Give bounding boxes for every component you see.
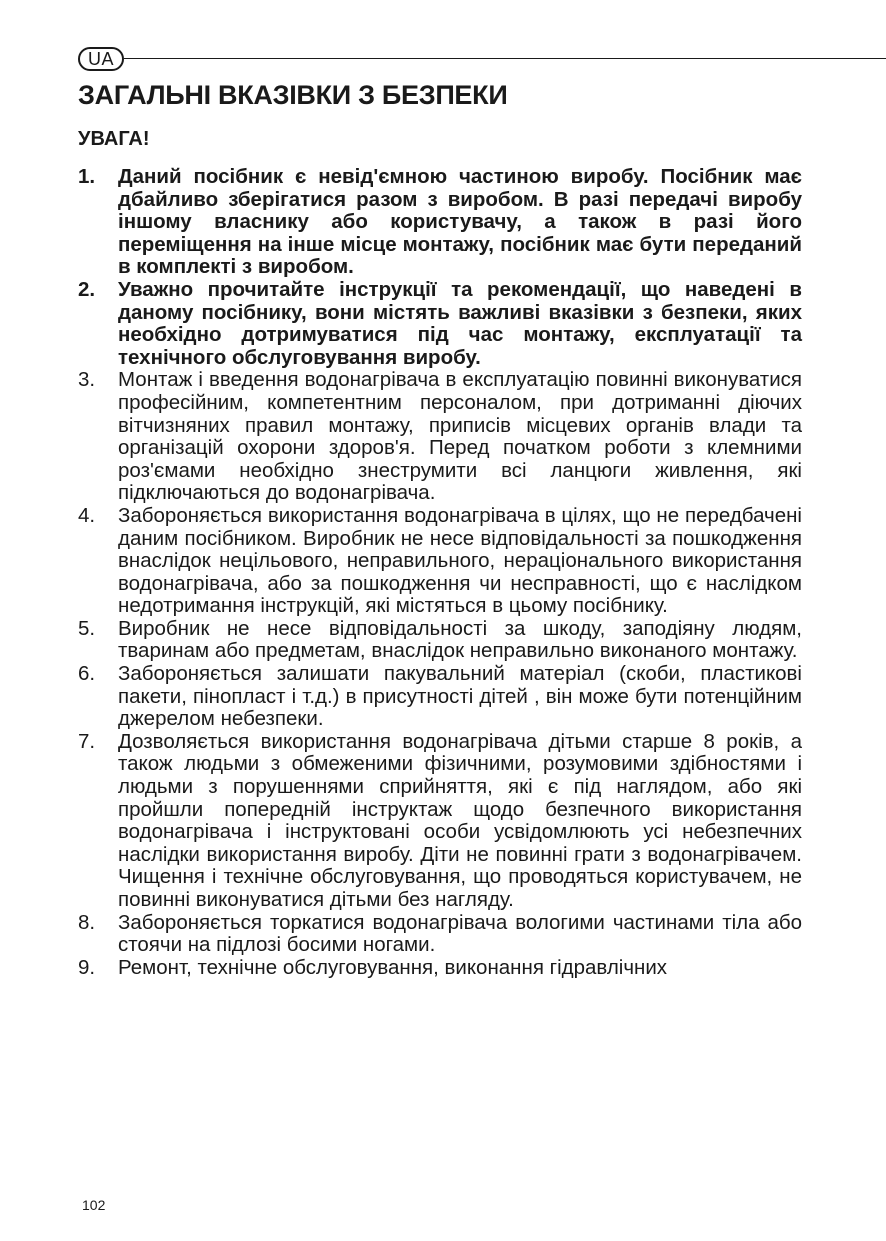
item-number: 6. xyxy=(78,662,96,686)
list-item xyxy=(78,369,802,505)
item-number: 9. xyxy=(78,955,96,979)
list-item xyxy=(78,279,802,369)
list-item xyxy=(78,618,802,663)
page-number: 102 xyxy=(82,1197,106,1213)
page-title: ЗАГАЛЬНІ ВКАЗІВКИ З БЕЗПЕКИ xyxy=(78,80,508,110)
item-number: 3. xyxy=(78,368,96,392)
list-item xyxy=(78,912,802,957)
item-text: Дозволяється використання водонагрівача дітьми старше 8 років, а також людьми з обмеженими фізичними, розумовими здібностями і людьми з порушеннями сприйняття, які є під наглядом, або які пройшли попередній інструктаж щодо безпечного використання водонагрівача і інструктовані особи усвідомлюють усі небезпечних наслідки використання виробу. Діти не повинні грати з водонагрівачем. Чищення і технічне обслуговування, що проводяться користувачем, не повинні виконуватися дітьми без нагляду. xyxy=(118,729,802,911)
language-badge: UA xyxy=(78,47,124,71)
item-number: 2. xyxy=(78,277,96,301)
list-item xyxy=(78,166,802,279)
list-item xyxy=(78,663,802,731)
item-text: Виробник не несе відповідальності за шкоду, заподіяну людям, тваринам або предметам, внаслідок неправильно виконаного монтажу. xyxy=(118,616,802,663)
language-header xyxy=(78,45,886,73)
list-item xyxy=(78,505,802,618)
list-item xyxy=(78,957,802,980)
item-text: Монтаж і введення водонагрівача в експлуатацію повинні виконуватися професійним, компетентним персоналом, при дотриманні діючих вітчизняних правил монтажу, приписів місцевих органів влади та організацій охорони здоров'я. Перед початком роботи з клемними роз'ємами необхідно знеструмити всі ланцюги живлення, які підключаються до водонагрівача. xyxy=(118,368,802,505)
list-item xyxy=(78,731,802,912)
item-text: Забороняється залишати пакувальний матеріал (скоби, пластикові пакети, пінопласт і т.д.) в присутності дітей , він може бути потенційним джерелом небезпеки. xyxy=(118,662,802,731)
item-text: Уважно прочитайте інструкції та рекомендації, що наведені в даному посібнику, вони містять важливі вказівки з безпеки, яких необхідно дотримуватися під час монтажу, експлуатації та технічного обслуговування виробу. xyxy=(118,277,802,369)
header-rule xyxy=(124,58,886,59)
item-text: Забороняється використання водонагрівача в цілях, що не передбачені даним посібником. Виробник не несе відповідальності за пошкодження внаслідок нецільового, неправильного, нераціонального використання водонагрівача, або за пошкодження чи несправності, що є наслідком недотримання інструкцій, які містяться в цьому посібнику. xyxy=(118,503,802,618)
warning-heading: УВАГА! xyxy=(78,128,150,150)
item-number: 5. xyxy=(78,616,96,640)
item-number: 4. xyxy=(78,503,96,527)
item-number: 7. xyxy=(78,729,96,753)
item-number: 8. xyxy=(78,910,96,934)
item-number: 1. xyxy=(78,165,96,188)
safety-instructions-list xyxy=(78,166,802,979)
item-text: Ремонт, технічне обслуговування, виконання гідравлічних xyxy=(118,955,668,979)
item-text: Забороняється торкатися водонагрівача вологими частинами тіла або стоячи на підлозі босими ногами. xyxy=(118,910,802,957)
item-text: Даний посібник є невід'ємною частиною виробу. Посібник має дбайливо зберігатися разом з виробом. В разі передачі виробу іншому власнику або користувачу, а також в разі його переміщення на інше місце монтажу, посібник має бути переданий в комплекті з виробом. xyxy=(118,165,802,279)
